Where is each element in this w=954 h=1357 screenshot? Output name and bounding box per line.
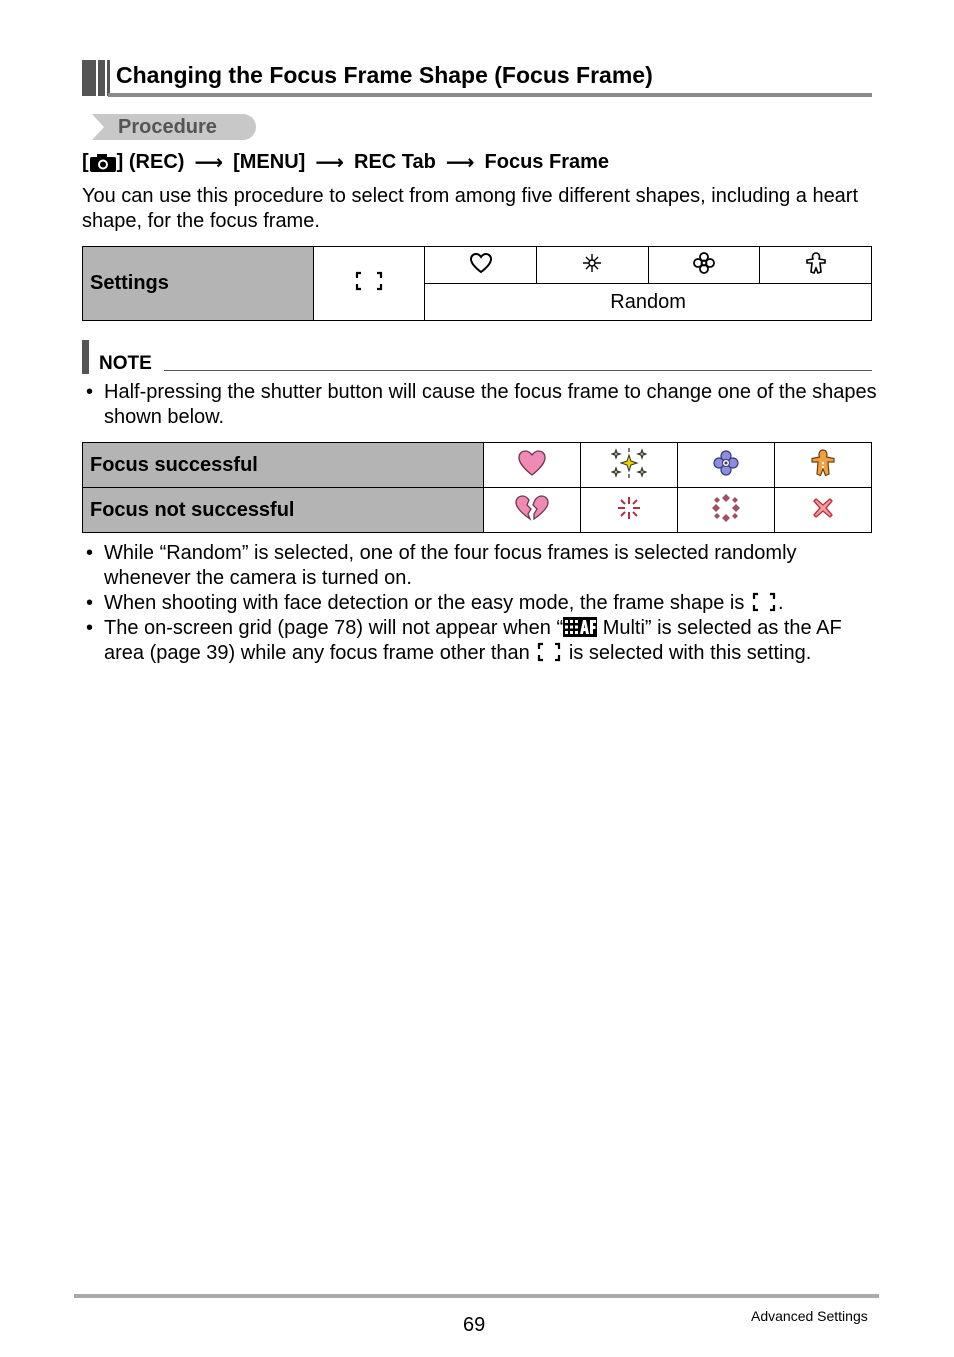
intro-paragraph: You can use this procedure to select from among five different shapes, including a heart shape, for the focus frame.: [82, 185, 859, 232]
sparkle-success-icon: [611, 447, 647, 479]
path-open-bracket: [: [82, 151, 89, 173]
bullet-text-random: While “Random” is selected, one of the four focus frames is selected randomly whenever the camera is turned on.: [104, 542, 797, 589]
square-bracket-frame-icon: [355, 271, 383, 291]
focus-cell: [484, 488, 581, 533]
note-bullet-text: Half-pressing the shutter button will cause the focus frame to change one of the shapes shown below.: [104, 381, 877, 428]
flower-outline-icon: [692, 251, 716, 275]
settings-cell-sparkle: [536, 247, 648, 284]
settings-table: [82, 246, 872, 321]
note-list-1: [82, 380, 882, 430]
bullet-text-grid: The on-screen grid (page 78) will not appear when “: [104, 617, 564, 639]
note-list-2: [82, 541, 882, 666]
arrow-icon: ⟶: [315, 152, 344, 174]
settings-cell-bracket: [314, 247, 425, 321]
arrow-icon: ⟶: [194, 152, 224, 174]
heart-success-icon: [517, 449, 547, 477]
section-heading: [82, 58, 872, 98]
heading-rule: [108, 93, 872, 97]
page-number: 69: [463, 1314, 486, 1336]
note-bar: [82, 340, 89, 374]
path-rec: ] (REC): [116, 151, 185, 173]
bullet-dot: •: [86, 542, 94, 564]
procedure-badge: [82, 114, 256, 140]
flower-success-icon: [712, 449, 740, 477]
heading-bar: [82, 60, 96, 96]
menu-path: [82, 150, 609, 175]
procedure-label: Procedure: [118, 116, 217, 138]
path-menu: [MENU]: [233, 151, 306, 173]
focus-table: [82, 442, 872, 533]
focus-cell: [775, 488, 872, 533]
arrow-icon: ⟶: [445, 152, 475, 174]
multi-af-icon: [563, 617, 597, 637]
bullet-text-face-end: .: [777, 592, 784, 614]
list-item: [82, 616, 882, 666]
x-fail-icon: [810, 495, 836, 521]
settings-label: Settings: [83, 247, 314, 321]
heart-outline-icon: [469, 252, 493, 274]
focus-cell: [581, 443, 678, 488]
list-item: [82, 541, 882, 591]
procedure-notch-arrow: [92, 114, 104, 140]
bullet-text-grid-end: is selected with this setting.: [563, 642, 812, 664]
settings-cell-flower: [648, 247, 760, 284]
footer-section: Advanced Settings: [751, 1308, 868, 1324]
square-bracket-frame-icon: [535, 642, 563, 662]
footer-rule: [74, 1294, 879, 1298]
broken-heart-icon: [514, 494, 550, 522]
list-item: [82, 591, 882, 616]
gingerbread-outline-icon: [805, 251, 827, 275]
focus-cell: [581, 488, 678, 533]
gingerbread-success-icon: [810, 448, 836, 478]
bullet-dot: •: [86, 617, 94, 639]
sparkle-outline-icon: [581, 252, 603, 274]
bullet-dot: •: [86, 381, 94, 403]
path-item: Focus Frame: [484, 151, 610, 173]
focus-cell: [678, 443, 775, 488]
focus-fail-label: Focus not successful: [83, 488, 484, 533]
note-label: NOTE: [99, 353, 152, 374]
sparkle-fail-icon: [616, 495, 642, 521]
flower-fail-icon: [711, 493, 741, 523]
square-bracket-frame-icon: [750, 592, 778, 612]
note-rule: [164, 370, 872, 371]
procedure-notch: [82, 114, 92, 140]
bullet-text-face: When shooting with face detection or the easy mode, the frame shape is: [104, 592, 745, 614]
camera-icon: [89, 153, 117, 173]
focus-success-label: Focus successful: [83, 443, 484, 488]
note-header: [82, 340, 872, 374]
settings-cell-heart: [425, 247, 537, 284]
path-tab: REC Tab: [354, 151, 436, 173]
settings-cell-gingerbread: [760, 247, 872, 284]
heading-bar: [98, 60, 105, 96]
bullet-dot: •: [86, 592, 94, 614]
list-item: [82, 380, 882, 430]
focus-cell: [775, 443, 872, 488]
page-title: Changing the Focus Frame Shape (Focus Frame): [116, 62, 653, 88]
heading-bar: [107, 60, 110, 96]
focus-cell: [678, 488, 775, 533]
bullet-text-grid-mid: Multi” is selected as the AF area (page 39) while any focus frame other than: [104, 617, 842, 664]
settings-random: Random: [425, 284, 872, 321]
focus-cell: [484, 443, 581, 488]
